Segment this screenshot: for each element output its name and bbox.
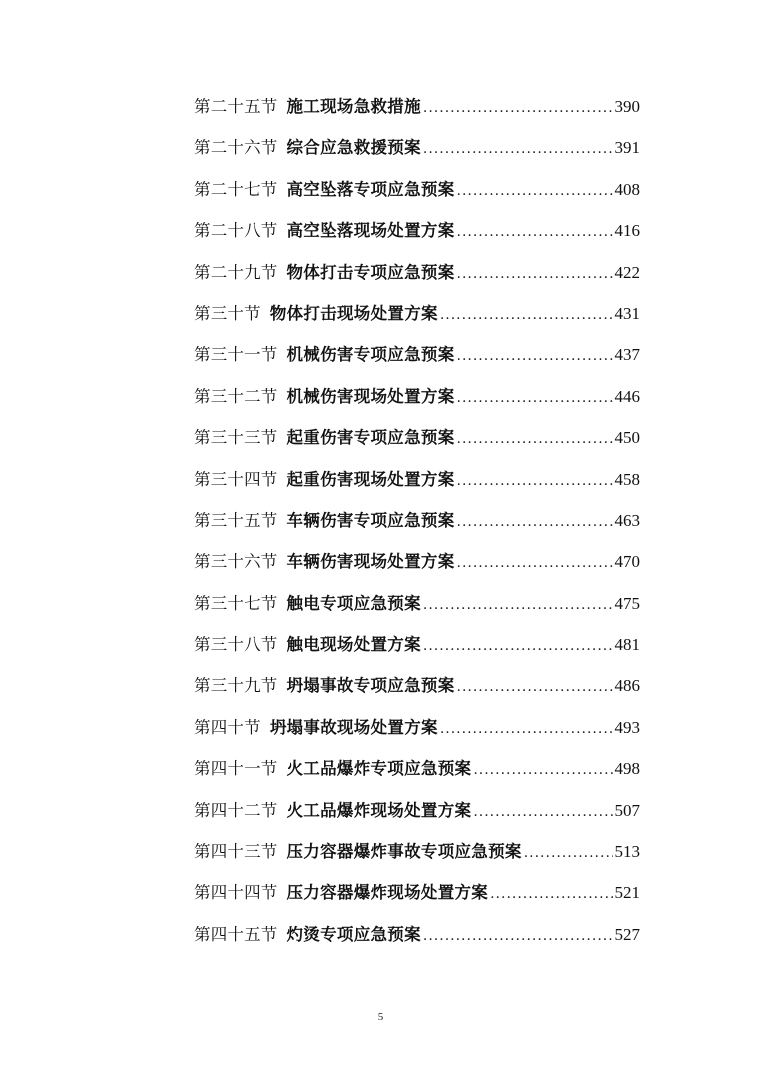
toc-leader-dots [457,387,613,409]
toc-page-number: 416 [614,221,640,241]
toc-entry[interactable] [194,303,640,344]
toc-entry[interactable] [194,717,640,758]
toc-title: 车辆伤害专项应急预案 [286,510,455,530]
toc-page-number: 498 [614,759,640,779]
toc-leader-dots [423,97,613,119]
footer-page-number: 5 [377,1011,384,1023]
toc-page-number: 527 [614,924,640,944]
toc-leader-dots [423,635,613,657]
toc-title: 压力容器爆炸现场处置方案 [286,883,489,903]
toc-page-number: 450 [614,428,640,448]
toc-leader-dots [440,718,613,740]
toc-section-number: 第四十一节 [194,759,278,779]
toc-page-number: 521 [614,883,640,903]
toc-leader-dots [440,304,613,326]
toc-title: 火工品爆炸现场处置方案 [286,800,472,820]
toc-title: 起重伤害专项应急预案 [286,428,455,448]
toc-title: 触电专项应急预案 [286,593,421,613]
toc-page-number: 408 [614,179,640,199]
toc-page-number: 463 [614,510,640,530]
toc-section-number: 第三十一节 [194,345,278,365]
table-of-contents [194,96,640,965]
toc-leader-dots [457,221,613,243]
toc-title: 高空坠落专项应急预案 [286,179,455,199]
toc-leader-dots [457,676,613,698]
toc-section-number: 第三十四节 [194,469,278,489]
toc-entry[interactable] [194,800,640,841]
toc-page-number: 481 [614,635,640,655]
toc-section-number: 第三十节 [194,303,261,323]
toc-entry[interactable] [194,137,640,178]
toc-leader-dots [457,552,613,574]
toc-leader-dots [457,180,613,202]
toc-page-number: 475 [614,593,640,613]
toc-leader-dots [490,883,612,905]
toc-title: 高空坠落现场处置方案 [286,221,455,241]
toc-leader-dots [457,345,613,367]
toc-page-number: 390 [614,97,640,116]
toc-section-number: 第三十二节 [194,386,278,406]
toc-entry[interactable] [194,841,640,882]
toc-title: 起重伤害现场处置方案 [286,469,455,489]
toc-section-number: 第二十五节 [194,97,278,116]
toc-title: 火工品爆炸专项应急预案 [286,759,472,779]
toc-title: 压力容器爆炸事故专项应急预案 [286,842,522,862]
toc-page-number: 493 [614,717,640,737]
toc-leader-dots [423,594,613,616]
toc-section-number: 第三十九节 [194,676,278,696]
toc-title: 坍塌事故专项应急预案 [286,676,455,696]
toc-entry[interactable] [194,924,640,965]
toc-section-number: 第二十八节 [194,221,278,241]
toc-leader-dots [457,511,613,533]
toc-page-number: 437 [614,345,640,365]
toc-leader-dots [423,925,613,947]
toc-title: 车辆伤害现场处置方案 [286,552,455,572]
toc-title: 机械伤害现场处置方案 [286,386,455,406]
toc-title: 触电现场处置方案 [286,635,421,655]
toc-entry[interactable] [194,220,640,261]
toc-leader-dots [473,801,612,823]
toc-entry[interactable] [194,179,640,220]
toc-section-number: 第四十二节 [194,800,278,820]
toc-entry[interactable] [194,427,640,468]
toc-page-number: 507 [614,800,640,820]
toc-leader-dots [457,263,613,285]
toc-title: 机械伤害专项应急预案 [286,345,455,365]
toc-page-number: 422 [614,262,640,282]
toc-section-number: 第二十九节 [194,262,278,282]
toc-leader-dots [473,759,612,781]
toc-section-number: 第四十三节 [194,842,278,862]
toc-section-number: 第三十六节 [194,552,278,572]
toc-entry[interactable] [194,344,640,385]
toc-title: 灼烫专项应急预案 [286,924,421,944]
toc-entry[interactable] [194,675,640,716]
toc-entry[interactable] [194,758,640,799]
toc-entry[interactable] [194,96,640,137]
toc-title: 物体打击现场处置方案 [269,303,438,323]
toc-leader-dots [524,842,613,864]
toc-entry[interactable] [194,551,640,592]
toc-page-number: 391 [614,138,640,158]
toc-section-number: 第四十四节 [194,883,278,903]
toc-page-number: 486 [614,676,640,696]
toc-section-number: 第四十节 [194,717,261,737]
toc-entry[interactable] [194,386,640,427]
toc-leader-dots [423,138,613,160]
toc-page-number: 431 [614,303,640,323]
toc-section-number: 第二十六节 [194,138,278,158]
toc-section-number: 第三十八节 [194,635,278,655]
toc-leader-dots [457,470,613,492]
toc-page-number: 470 [614,552,640,572]
toc-page-number: 513 [614,842,640,862]
toc-section-number: 第三十五节 [194,510,278,530]
toc-entry[interactable] [194,469,640,510]
toc-entry[interactable] [194,510,640,551]
toc-title: 物体打击专项应急预案 [286,262,455,282]
toc-title: 坍塌事故现场处置方案 [269,717,438,737]
toc-title: 综合应急救援预案 [286,138,421,158]
toc-entry[interactable] [194,634,640,675]
toc-section-number: 第四十五节 [194,924,278,944]
toc-entry[interactable] [194,882,640,923]
toc-leader-dots [457,428,613,450]
toc-section-number: 第三十三节 [194,428,278,448]
toc-page-number: 446 [614,386,640,406]
toc-section-number: 第三十七节 [194,593,278,613]
toc-section-number: 第二十七节 [194,179,278,199]
toc-entry[interactable] [194,262,640,303]
toc-page-number: 458 [614,469,640,489]
toc-entry[interactable] [194,593,640,634]
toc-title: 施工现场急救措施 [286,97,421,116]
